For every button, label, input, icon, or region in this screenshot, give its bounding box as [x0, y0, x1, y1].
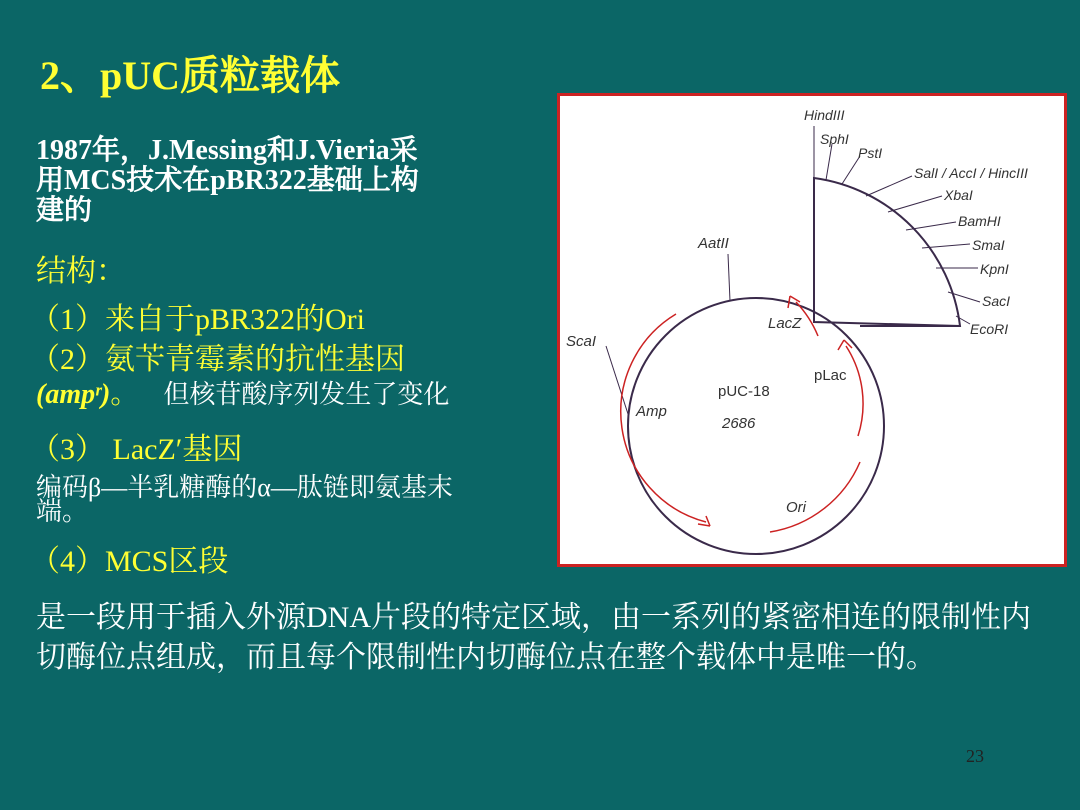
- slide-title: 2、pUC质粒载体: [40, 53, 341, 98]
- kpni-label: KpnI: [980, 261, 1009, 277]
- item-3-desc-line-2: 端。: [36, 497, 89, 526]
- item-2-amp: （2）氨苄青霉素的抗性基因: [30, 343, 405, 376]
- intro-line-3: 建的: [36, 195, 93, 226]
- mcs-description: 是一段用于插入外源DNA片段的特定区域，由一系列的紧密相连的限制性内切酶位点组成，而且每个限制性内切酶位点在整个载体中是唯一的。: [36, 601, 1031, 674]
- intro-line-2: 用MCS技术在pBR322基础上构: [36, 165, 419, 196]
- puc18-plasmid-map: [557, 93, 1067, 567]
- plasmid-circle: [628, 298, 884, 554]
- item-4-mcs: （4）MCS区段: [30, 545, 229, 578]
- xbai-label: XbaI: [944, 187, 973, 203]
- plasmid-name: pUC-18: [718, 383, 770, 400]
- sali-tick: [866, 176, 912, 196]
- page-number: 23: [966, 746, 984, 766]
- sphi-label: SphI: [820, 131, 849, 147]
- item-3-lacz: （3） LacZ′基因: [30, 433, 243, 466]
- bamhi-tick: [906, 222, 956, 230]
- aatii-tick: [728, 254, 730, 301]
- xbai-tick: [888, 196, 942, 212]
- amp-gene-label: (ampʳ): [36, 379, 111, 410]
- bamhi-label: BamHI: [958, 213, 1001, 229]
- plac-label: pLac: [814, 367, 847, 384]
- ori-arrow: [770, 462, 860, 532]
- amp-label: Amp: [636, 403, 667, 420]
- scai-label: ScaI: [566, 333, 597, 350]
- item-2-mark: 。: [110, 379, 139, 410]
- intro-line-1: 1987年，J.Messing和J.Vieria采: [36, 135, 418, 166]
- plac-arrowhead: [838, 340, 852, 350]
- plasmid-size: 2686: [722, 415, 756, 432]
- sali-label: SalI / AccI / HincIII: [914, 165, 1028, 181]
- item-2-note: 但核苷酸序列发生了变化: [163, 380, 450, 409]
- saci-label: SacI: [982, 293, 1011, 309]
- hindiii-label: HindIII: [804, 107, 845, 123]
- psti-label: PstI: [858, 145, 883, 161]
- ori-label: Ori: [786, 499, 806, 516]
- saci-tick: [948, 292, 980, 302]
- lacz-label: LacZ: [768, 315, 802, 332]
- ecori-label: EcoRI: [970, 321, 1009, 337]
- item-1-text: （1）来自于pBR322的Ori: [30, 303, 366, 336]
- structure-label: 结构：: [36, 255, 126, 288]
- smai-label: SmaI: [972, 237, 1005, 253]
- plasmid-map-svg: [560, 96, 1064, 564]
- item-2-detail: [36, 372, 449, 412]
- plac-arrow: [846, 346, 863, 436]
- item-3-desc-line-1: 编码β—半乳糖酶的α—肽链即氨基末: [36, 473, 453, 502]
- mcs-wedge: [814, 178, 960, 326]
- item-1-ori: [30, 294, 365, 338]
- sphi-tick: [826, 144, 832, 180]
- aatii-label: AatII: [698, 235, 729, 252]
- ecori-tick: [956, 316, 970, 324]
